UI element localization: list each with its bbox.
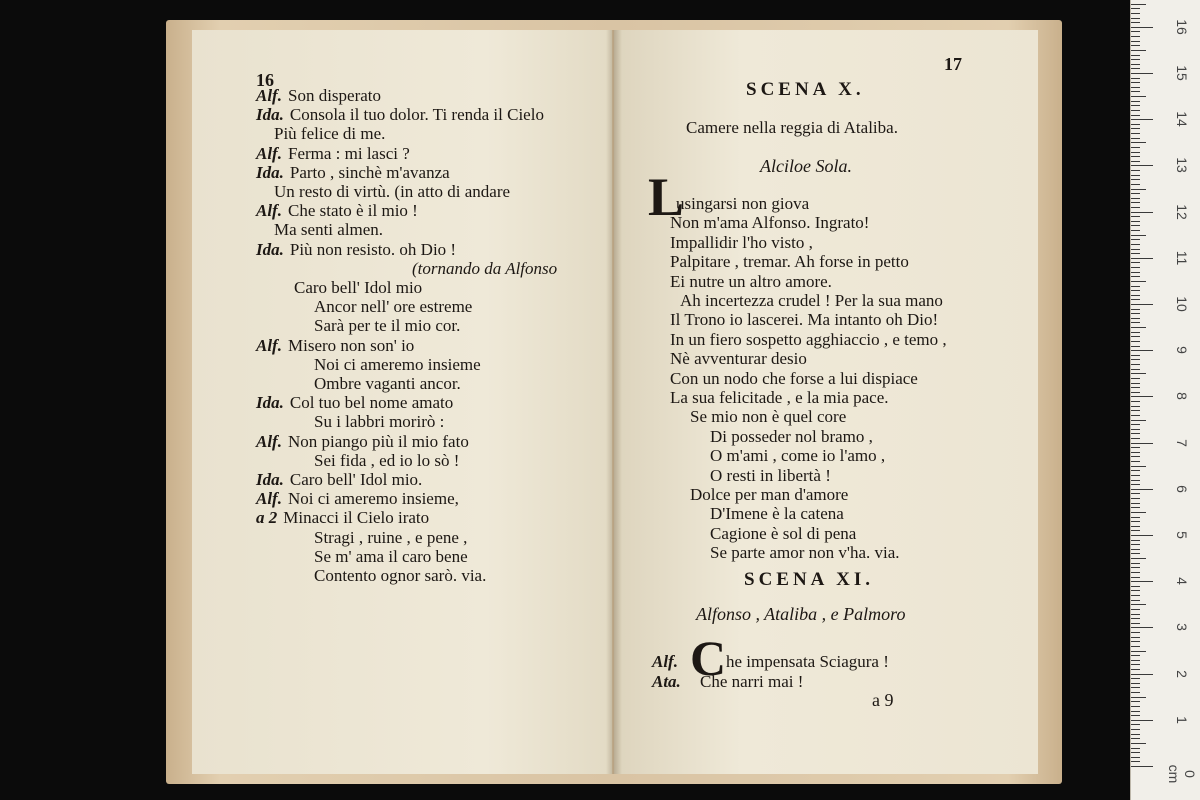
ruler-tick — [1131, 484, 1140, 485]
ruler-tick — [1131, 179, 1140, 180]
ruler-tick — [1131, 401, 1140, 402]
ruler-tick — [1131, 258, 1153, 259]
speaker-label: Alf. — [256, 431, 282, 451]
scene-setting: Camere nella reggia di Ataliba. — [686, 118, 898, 137]
ruler-tick — [1131, 36, 1140, 37]
speaker-label: Alf. — [256, 489, 282, 509]
ruler-tick — [1131, 133, 1140, 134]
ruler-tick — [1131, 748, 1140, 749]
ruler-tick — [1131, 152, 1140, 153]
drop-cap-l: L — [648, 167, 685, 227]
ruler-tick — [1131, 105, 1140, 106]
ruler-tick — [1131, 216, 1140, 217]
ruler-tick — [1131, 558, 1146, 559]
ruler-tick — [1131, 586, 1140, 587]
ruler-tick — [1131, 489, 1153, 490]
dialogue-line — [314, 451, 459, 471]
ruler-tick — [1131, 521, 1140, 522]
ruler-number: 10 — [1174, 296, 1190, 312]
ruler-tick — [1131, 50, 1146, 51]
ruler-tick — [1131, 193, 1140, 194]
ruler-tick — [1131, 438, 1140, 439]
ruler-tick — [1131, 68, 1140, 69]
ruler-tick — [1131, 276, 1140, 277]
ruler-tick — [1131, 766, 1153, 767]
ruler-tick — [1131, 346, 1140, 347]
ruler-number: 12 — [1174, 203, 1190, 220]
ruler-tick — [1131, 290, 1140, 291]
verse-line: Ei nutre un altro amore. — [670, 271, 832, 291]
ruler-tick — [1131, 738, 1140, 739]
dialogue-line — [256, 336, 414, 356]
line-text: Misero non son' io — [287, 335, 415, 355]
ruler-tick — [1131, 309, 1140, 310]
ruler-tick — [1131, 82, 1140, 83]
ruler-tick — [1131, 637, 1140, 638]
line-text: Se m' ama il caro bene — [314, 546, 468, 566]
ruler-tick — [1131, 646, 1140, 647]
ruler-tick — [1131, 78, 1140, 79]
ruler-tick — [1131, 45, 1140, 46]
ruler-tick — [1131, 420, 1146, 421]
verse-line: Palpitare , tremar. Ah forse in petto — [670, 252, 909, 272]
ruler-number: 16 — [1174, 19, 1190, 35]
ruler-tick — [1131, 73, 1153, 74]
ruler-tick — [1131, 253, 1140, 254]
verse-line: Se parte amor non v'ha. via. — [710, 543, 900, 563]
ruler-tick — [1131, 41, 1140, 42]
ruler-tick — [1131, 322, 1140, 323]
verse-line: Ah incertezza crudel ! Per la sua mano — [680, 291, 943, 310]
dialogue-line — [256, 432, 469, 452]
ruler-number: 9 — [1174, 346, 1190, 355]
verse-line: O m'ami , come io l'amo , — [710, 446, 886, 466]
ruler-tick — [1131, 507, 1140, 508]
ruler-tick — [1131, 332, 1140, 333]
dialogue-line — [256, 163, 450, 183]
ruler-number: 3 — [1174, 623, 1190, 632]
ruler-tick — [1131, 184, 1140, 185]
ruler-tick — [1131, 369, 1140, 370]
speaker-label: Ida. — [256, 239, 284, 259]
ruler-tick — [1131, 567, 1140, 568]
ruler-tick — [1131, 212, 1153, 213]
speaker-label: Ida. — [256, 393, 284, 413]
ruler-tick — [1131, 660, 1140, 661]
ruler-tick — [1131, 244, 1140, 245]
ruler-tick — [1131, 27, 1153, 28]
ruler-tick — [1131, 540, 1140, 541]
speaker-label: Alf. — [256, 143, 282, 163]
ruler-tick — [1131, 715, 1140, 716]
dialogue-line — [256, 393, 453, 413]
speaker-label: Alf. — [256, 335, 282, 355]
dialogue-line — [256, 489, 459, 509]
ruler-tick — [1131, 249, 1140, 250]
ruler-tick — [1131, 364, 1140, 365]
ruler-tick — [1131, 678, 1140, 679]
verse-line: Dolce per man d'amore — [690, 485, 849, 504]
speaker-label: a 2 — [256, 508, 278, 528]
ruler-tick — [1131, 96, 1146, 97]
ruler-tick — [1131, 743, 1146, 744]
dialogue-line — [314, 374, 461, 394]
ruler-tick — [1131, 225, 1140, 226]
ruler-tick — [1131, 609, 1140, 610]
ruler-tick — [1131, 87, 1140, 88]
ruler-tick — [1131, 387, 1140, 388]
ruler-number: 14 — [1174, 111, 1190, 127]
dialogue-line — [314, 566, 486, 586]
dialogue-line — [256, 86, 381, 106]
ruler-number: 4 — [1174, 577, 1190, 586]
ruler-tick — [1131, 734, 1140, 735]
ruler-number: 11 — [1174, 250, 1190, 266]
ruler-tick — [1131, 447, 1140, 448]
ruler-tick — [1131, 480, 1140, 481]
ruler-tick — [1131, 590, 1140, 591]
line-text: Noi ci ameremo insieme — [314, 354, 481, 374]
line-text: Contento ognor sarò. via. — [314, 566, 487, 585]
ruler-tick — [1131, 424, 1140, 425]
ruler-tick — [1131, 687, 1140, 688]
dialogue-line — [274, 220, 383, 240]
ruler-tick — [1131, 720, 1153, 721]
ruler-tick — [1131, 239, 1140, 240]
ruler-tick — [1131, 378, 1140, 379]
ruler-tick — [1131, 64, 1140, 65]
ruler-tick — [1131, 604, 1146, 605]
ruler-tick — [1131, 503, 1140, 504]
ruler-tick — [1131, 138, 1140, 139]
ruler-tick — [1131, 512, 1146, 513]
line-text: Più felice di me. — [274, 124, 386, 144]
ruler-tick — [1131, 198, 1140, 199]
ruler-tick — [1131, 18, 1140, 19]
ruler-tick — [1131, 461, 1140, 462]
ruler-number: 0 cm — [1166, 764, 1198, 784]
ruler-tick — [1131, 383, 1140, 384]
ruler-tick — [1131, 295, 1140, 296]
line-text: Ma senti almen. — [274, 220, 384, 240]
ruler-tick — [1131, 595, 1140, 596]
ruler-tick — [1131, 517, 1140, 518]
ruler-tick — [1131, 221, 1140, 222]
ruler-tick — [1131, 341, 1140, 342]
ruler-tick — [1131, 373, 1146, 374]
speaker-label: Alf. — [256, 201, 282, 221]
ruler-number: 2 — [1174, 669, 1190, 678]
ruler-number: 8 — [1174, 392, 1190, 401]
ruler-tick — [1131, 456, 1140, 457]
ruler-tick — [1131, 124, 1140, 125]
ruler-tick — [1131, 147, 1140, 148]
line-text: Ferma : mi lasci ? — [287, 143, 410, 163]
ruler-tick — [1131, 618, 1140, 619]
ruler-tick — [1131, 161, 1140, 162]
ruler-tick — [1131, 119, 1153, 120]
scene-title: SCENA X. — [746, 79, 865, 100]
ruler-tick — [1131, 110, 1140, 111]
ruler-tick — [1131, 641, 1140, 642]
ruler-tick — [1131, 711, 1140, 712]
line-text: Caro bell' Idol mio. — [289, 470, 423, 489]
ruler-tick — [1131, 55, 1140, 56]
verse-line: Impallidir l'ho visto , — [670, 232, 813, 252]
ruler-tick — [1131, 614, 1140, 615]
dialogue-line — [314, 528, 467, 548]
ruler-tick — [1131, 475, 1140, 476]
verse-line: O resti in libertà ! — [710, 465, 831, 485]
ruler-tick — [1131, 415, 1140, 416]
ruler-tick — [1131, 13, 1140, 14]
ruler-tick — [1131, 202, 1140, 203]
ruler-tick — [1131, 563, 1140, 564]
dialogue-line — [256, 105, 544, 125]
verse-line: Se mio non è quel core — [690, 407, 847, 427]
ruler-tick — [1131, 549, 1140, 550]
speaker-label: Alf. — [652, 652, 678, 671]
ruler-number: 15 — [1174, 65, 1190, 81]
verse-line: Il Trono io lascerei. Ma intanto oh Dio! — [670, 310, 939, 330]
speaker-label: Ata. — [652, 672, 681, 691]
line-text: Stragi , ruine , e pene , — [314, 527, 468, 547]
ruler-tick — [1131, 207, 1140, 208]
line-text: Non piango più il mio fato — [287, 431, 469, 451]
ruler-tick — [1131, 355, 1140, 356]
ruler-tick — [1131, 452, 1140, 453]
ruler-number: 5 — [1174, 531, 1190, 539]
ruler-tick — [1131, 336, 1140, 337]
ruler-tick — [1131, 470, 1140, 471]
ruler-tick — [1131, 230, 1140, 231]
line-text: Son disperato — [287, 86, 382, 105]
drop-cap-c: C — [690, 630, 727, 686]
ruler-tick — [1131, 651, 1146, 652]
line-text: Su i labbri morirò : — [314, 412, 445, 432]
ruler-tick — [1131, 581, 1153, 582]
signature-mark: a 9 — [872, 690, 894, 710]
ruler-tick — [1131, 327, 1146, 328]
line-text: (tornando da Alfonso — [412, 258, 558, 278]
dialogue-line — [256, 470, 422, 490]
ruler-tick — [1131, 189, 1146, 190]
ruler-tick — [1131, 267, 1140, 268]
ruler-tick — [1131, 359, 1140, 360]
ruler-tick — [1131, 752, 1140, 753]
ruler-tick — [1131, 627, 1153, 628]
ruler-tick — [1131, 729, 1140, 730]
ruler-tick — [1131, 272, 1140, 273]
ruler-tick — [1131, 406, 1140, 407]
speaker-label: Ida. — [256, 470, 284, 489]
dialogue-line — [412, 259, 557, 279]
dialogue-line — [256, 240, 456, 260]
ruler-tick — [1131, 175, 1140, 176]
verse-line: Nè avventurar desio — [670, 349, 807, 369]
ruler-tick — [1131, 350, 1153, 351]
ruler-tick — [1131, 262, 1140, 263]
ruler-tick — [1131, 318, 1140, 319]
ruler-tick — [1131, 433, 1140, 434]
ruler-tick — [1131, 59, 1140, 60]
line-text: Sei fida , ed io lo sò ! — [314, 450, 460, 470]
ruler-tick — [1131, 577, 1140, 578]
verse-line: Cagione è sol di pena — [710, 523, 857, 543]
dialogue-line — [314, 297, 472, 317]
verse-line: In un fiero sospetto agghiaccio , e temo , — [670, 329, 947, 349]
speaker-label: Ida. — [256, 162, 284, 182]
ruler-tick — [1131, 669, 1140, 670]
ruler-tick — [1131, 724, 1140, 725]
ruler-tick — [1131, 674, 1153, 675]
ruler-tick — [1131, 697, 1146, 698]
line-text: Consola il tuo dolor. Ti renda il Cielo — [289, 105, 544, 125]
dialogue-line — [274, 182, 510, 202]
dialogue-line — [314, 412, 444, 432]
ruler-tick — [1131, 4, 1146, 5]
line-text: Minacci il Cielo irato — [283, 508, 430, 528]
ruler-tick — [1131, 600, 1140, 601]
verse-line: D'Imene è la catena — [710, 504, 844, 524]
dialogue-line: he impensata Sciagura ! — [726, 652, 889, 671]
ruler-number: 1 — [1174, 715, 1190, 724]
line-text: Sarà per te il mio cor. — [314, 316, 461, 336]
ruler-tick — [1131, 544, 1140, 545]
ruler-tick — [1131, 128, 1140, 129]
ruler-tick — [1131, 31, 1140, 32]
ruler-tick — [1131, 535, 1153, 536]
ruler-tick — [1131, 664, 1140, 665]
ruler-tick — [1131, 466, 1146, 467]
book-gutter — [606, 30, 622, 774]
ruler-tick — [1131, 392, 1140, 393]
dialogue-line — [256, 201, 418, 221]
ruler-tick — [1131, 692, 1140, 693]
scene-character: Alciloe Sola. — [760, 156, 852, 176]
line-text: Col tuo bel nome amato — [289, 393, 454, 413]
ruler-tick — [1131, 235, 1146, 236]
ruler-tick — [1131, 632, 1140, 633]
ruler-tick — [1131, 410, 1140, 411]
verse-line: Non m'ama Alfonso. Ingrato! — [670, 213, 870, 233]
ruler-tick — [1131, 623, 1140, 624]
speaker-label: Alf. — [256, 86, 282, 105]
dialogue-line — [256, 144, 410, 164]
ruler-tick — [1131, 706, 1140, 707]
right-page-number: 17 — [944, 54, 962, 74]
ruler-tick — [1131, 757, 1140, 758]
verse-line: Con un nodo che forse a lui dispiace — [670, 368, 918, 388]
ruler-tick — [1131, 156, 1140, 157]
ruler-number: 13 — [1174, 157, 1190, 174]
ruler-tick — [1131, 313, 1140, 314]
line-text: Ancor nell' ore estreme — [314, 297, 473, 317]
scene2-characters: Alfonso , Ataliba , e Palmoro — [696, 604, 906, 624]
speaker-label: Ida. — [256, 105, 284, 125]
ruler-tick — [1131, 115, 1140, 116]
ruler-tick — [1131, 165, 1153, 166]
dialogue-line — [314, 316, 460, 336]
ruler-tick — [1131, 142, 1146, 143]
ruler-tick — [1131, 299, 1140, 300]
ruler-number: 7 — [1174, 438, 1190, 447]
ruler-tick — [1131, 8, 1140, 9]
line-text: Caro bell' Idol mio — [294, 278, 423, 297]
ruler-tick — [1131, 91, 1140, 92]
ruler-tick — [1131, 170, 1140, 171]
dialogue-line — [314, 547, 468, 567]
verse-line: La sua felicitade , e la mia pace. — [670, 388, 889, 407]
ruler-tick — [1131, 281, 1146, 282]
dialogue-line — [274, 124, 385, 144]
line-text: Noi ci ameremo insieme, — [287, 489, 459, 509]
dialogue-line — [314, 355, 481, 375]
line-text: Che stato è il mio ! — [287, 201, 418, 221]
ruler-tick — [1131, 304, 1153, 305]
ruler-tick — [1131, 429, 1140, 430]
dialogue-line — [294, 278, 422, 298]
ruler-tick — [1131, 396, 1153, 397]
ruler-tick — [1131, 498, 1140, 499]
verse-line: usingarsi non giova — [676, 194, 810, 213]
line-text: Un resto di virtù. (in atto di andare — [274, 182, 511, 201]
ruler-tick — [1131, 443, 1153, 444]
dialogue-line: Che narri mai ! — [700, 672, 804, 691]
ruler-tick — [1131, 530, 1140, 531]
ruler-tick — [1131, 683, 1140, 684]
ruler-number: 6 — [1174, 484, 1190, 493]
ruler-tick — [1131, 526, 1140, 527]
ruler-tick — [1131, 493, 1140, 494]
line-text: Ombre vaganti ancor. — [314, 374, 461, 393]
ruler-tick — [1131, 655, 1140, 656]
line-text: Più non resisto. oh Dio ! — [289, 239, 457, 259]
ruler-tick — [1131, 22, 1140, 23]
line-text: Parto , sinchè m'avanza — [289, 162, 450, 182]
dialogue-line — [256, 508, 429, 528]
ruler-tick — [1131, 701, 1140, 702]
scene2-title: SCENA XI. — [744, 569, 874, 590]
ruler-tick — [1131, 553, 1140, 554]
ruler-tick — [1131, 761, 1140, 762]
left-page-number: 16 — [256, 70, 274, 90]
verse-line: Di posseder nol bramo , — [710, 426, 873, 446]
ruler-tick — [1131, 101, 1140, 102]
ruler-tick — [1131, 286, 1140, 287]
ruler-tick — [1131, 572, 1140, 573]
